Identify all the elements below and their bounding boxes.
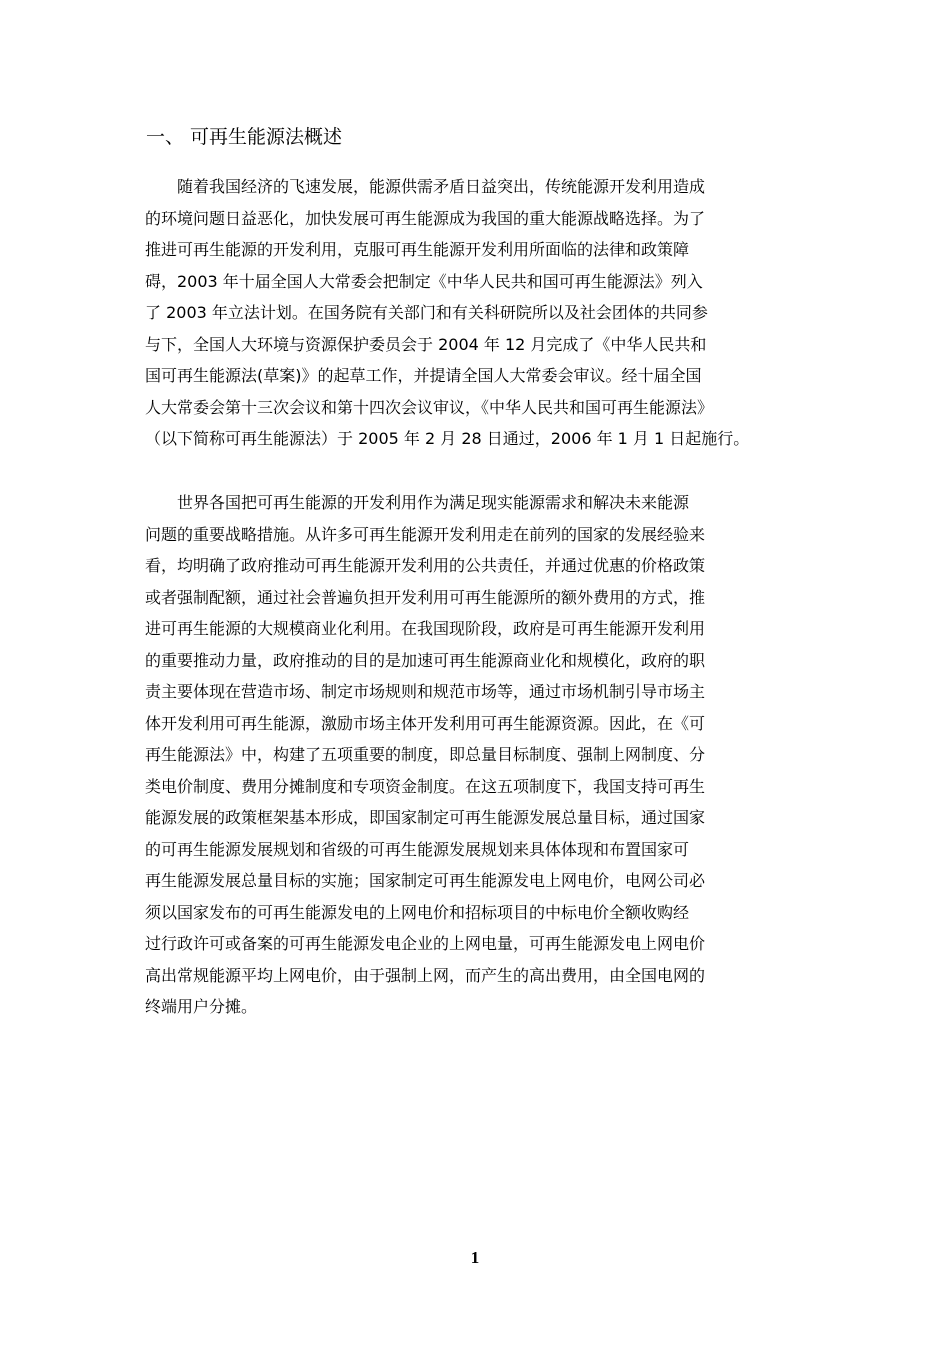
paragraph-line: 世界各国把可再生能源的开发利用作为满足现实能源需求和解决未来能源 bbox=[145, 493, 690, 512]
paragraph-line: 的重要推动力量，政府推动的目的是加速可再生能源商业化和规模化，政府的职 bbox=[145, 650, 706, 670]
paragraph-line: 或者强制配额，通过社会普遍负担开发利用可再生能源所的额外费用的方式，推 bbox=[145, 587, 706, 607]
paragraph-line: 过行政许可或备案的可再生能源发电企业的上网电量，可再生能源发电上网电价 bbox=[145, 934, 706, 953]
paragraph-line: 再生能源法》中，构建了五项重要的制度，即总量目标制度、强制上网制度、分 bbox=[145, 745, 706, 764]
paragraph-line: 国可再生能源法(草案)》的起草工作，并提请全国人大常委会审议。经十届全国 bbox=[145, 366, 702, 385]
section-heading: 一、 可再生能源法概述 bbox=[146, 126, 343, 148]
paragraph-line: 能源发展的政策框架基本形成，即国家制定可再生能源发展总量目标，通过国家 bbox=[145, 808, 706, 827]
paragraph-line: 类电价制度、费用分摊制度和专项资金制度。在这五项制度下，我国支持可再生 bbox=[145, 776, 706, 796]
paragraph-line: 看，均明确了政府推动可再生能源开发利用的公共责任，并通过优惠的价格政策 bbox=[145, 556, 706, 575]
paragraph-line: 终端用户分摊。 bbox=[145, 997, 258, 1016]
paragraph-line: 人大常委会第十三次会议和第十四次会议审议，《中华人民共和国可再生能源法》 bbox=[145, 397, 714, 417]
paragraph-line: 的可再生能源发展规划和省级的可再生能源发展规划来具体体现和布置国家可 bbox=[145, 839, 690, 859]
paragraph-line: 了 2003 年立法计划。在国务院有关部门和有关科研院所以及社会团体的共同参 bbox=[145, 303, 708, 322]
paragraph-law-overview bbox=[145, 171, 825, 455]
paragraph-line: 问题的重要战略措施。从许多可再生能源开发利用走在前列的国家的发展经验来 bbox=[145, 524, 706, 544]
paragraph-line: 碍，2003 年十届全国人大常委会把制定《中华人民共和国可再生能源法》列入 bbox=[145, 271, 703, 291]
paragraph-line: 体开发利用可再生能源，激励市场主体开发利用可再生能源资源。因此，在《可 bbox=[145, 713, 706, 733]
paragraph-line: 责主要体现在营造市场、制定市场规则和规范市场等，通过市场机制引导市场主 bbox=[145, 682, 706, 701]
paragraph-line: 的环境问题日益恶化，加快发展可再生能源成为我国的重大能源战略选择。为了 bbox=[145, 208, 706, 228]
paragraph-line: （以下简称可再生能源法）于 2005 年 2 月 28 日通过，2006 年 1 月 1 日起施行。 bbox=[145, 429, 750, 448]
page-number: 1 bbox=[470, 1248, 480, 1267]
paragraph-policy-framework bbox=[145, 487, 825, 1023]
paragraph-line: 推进可再生能源的开发利用，克服可再生能源开发利用所面临的法律和政策障 bbox=[145, 240, 690, 259]
paragraph-line: 进可再生能源的大规模商业化利用。在我国现阶段，政府是可再生能源开发利用 bbox=[145, 619, 706, 638]
paragraph-line: 须以国家发布的可再生能源发电的上网电价和招标项目的中标电价全额收购经 bbox=[145, 902, 690, 922]
paragraph-line: 高出常规能源平均上网电价，由于强制上网，而产生的高出费用，由全国电网的 bbox=[145, 965, 706, 985]
paragraph-line: 与下，全国人大环境与资源保护委员会于 2004 年 12 月完成了《中华人民共和 bbox=[145, 334, 707, 354]
paragraph-line: 再生能源发展总量目标的实施；国家制定可再生能源发电上网电价，电网公司必 bbox=[145, 871, 706, 890]
paragraph-line: 随着我国经济的飞速发展，能源供需矛盾日益突出，传统能源开发利用造成 bbox=[145, 177, 706, 196]
